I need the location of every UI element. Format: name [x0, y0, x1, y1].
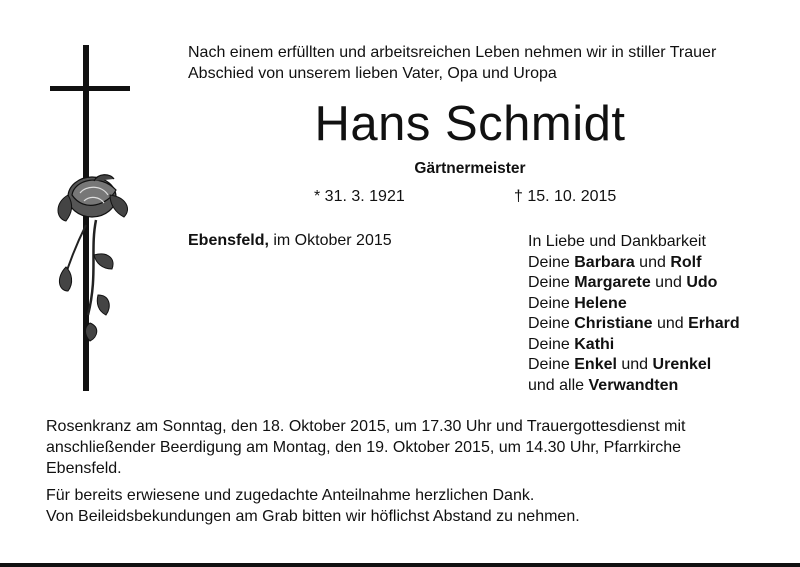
mourner-name: Helene [574, 294, 627, 312]
death-date: † 15. 10. 2015 [514, 188, 617, 205]
service-line-2: anschließender Beerdigung am Montag, den 19. Oktober 2015, um 14.30 Uhr, Pfarrkirche [46, 439, 682, 456]
list-item [528, 253, 740, 274]
intro-line-2: Abschied von unserem lieben Vater, Opa und Uropa [188, 65, 557, 82]
mourner-name: Rolf [670, 253, 702, 271]
mourner-prefix: Deine [528, 356, 575, 373]
service-line-1: Rosenkranz am Sonntag, den 18. Oktober 2015, um 17.30 Uhr und Trauergottesdienst mit [46, 418, 686, 435]
place-and-date [188, 232, 392, 250]
list-item [528, 273, 740, 294]
mourner-conjunction: und [634, 253, 671, 271]
mourner-name: Enkel [574, 356, 617, 373]
signoff: In Liebe und Dankbarkeit [528, 233, 706, 250]
mourner-name: Margarete [574, 274, 651, 291]
mourner-name: Verwandten [588, 376, 679, 394]
mourner-prefix: und alle [528, 376, 589, 394]
service-line-3: Ebensfeld. [46, 460, 122, 477]
list-item [528, 314, 740, 335]
profession: Gärtnermeister [414, 160, 526, 177]
place-name: Ebensfeld, [188, 232, 269, 249]
mourner-prefix: Deine [528, 253, 575, 271]
mourner-conjunction: und [652, 315, 689, 332]
mourner-name: Kathi [574, 335, 615, 353]
list-item [528, 355, 740, 376]
thanks-line-2: Von Beileidsbekundungen am Grab bitten wir höflichst Abstand zu nehmen. [46, 508, 580, 525]
place-date: im Oktober 2015 [268, 232, 392, 249]
mourners-list [528, 232, 740, 396]
thanks-text [46, 485, 766, 527]
intro-line-1: Nach einem erfüllten und arbeitsreichen Leben nehmen wir in stiller Trauer [188, 44, 717, 61]
mourner-conjunction: und [650, 274, 687, 291]
mourner-prefix: Deine [528, 335, 575, 353]
deceased-name: Hans Schmidt [314, 97, 626, 151]
mourner-conjunction: und [616, 356, 653, 373]
birth-date: * 31. 3. 1921 [314, 188, 405, 205]
mourner-name: Barbara [574, 253, 635, 271]
thanks-line-1: Für bereits erwiesene und zugedachte Anteilnahme herzlichen Dank. [46, 487, 535, 504]
mourner-prefix: Deine [528, 294, 575, 312]
intro-text [188, 42, 768, 84]
list-item [528, 376, 740, 397]
list-item [528, 335, 740, 356]
mourner-name: Udo [686, 274, 718, 291]
mourner-name: Erhard [688, 315, 740, 332]
list-item [528, 294, 740, 315]
mourner-prefix: Deine [528, 274, 575, 291]
mourner-prefix: Deine [528, 315, 575, 332]
mourner-name: Christiane [574, 315, 653, 332]
service-details [46, 416, 755, 479]
mourner-name: Urenkel [652, 356, 712, 373]
